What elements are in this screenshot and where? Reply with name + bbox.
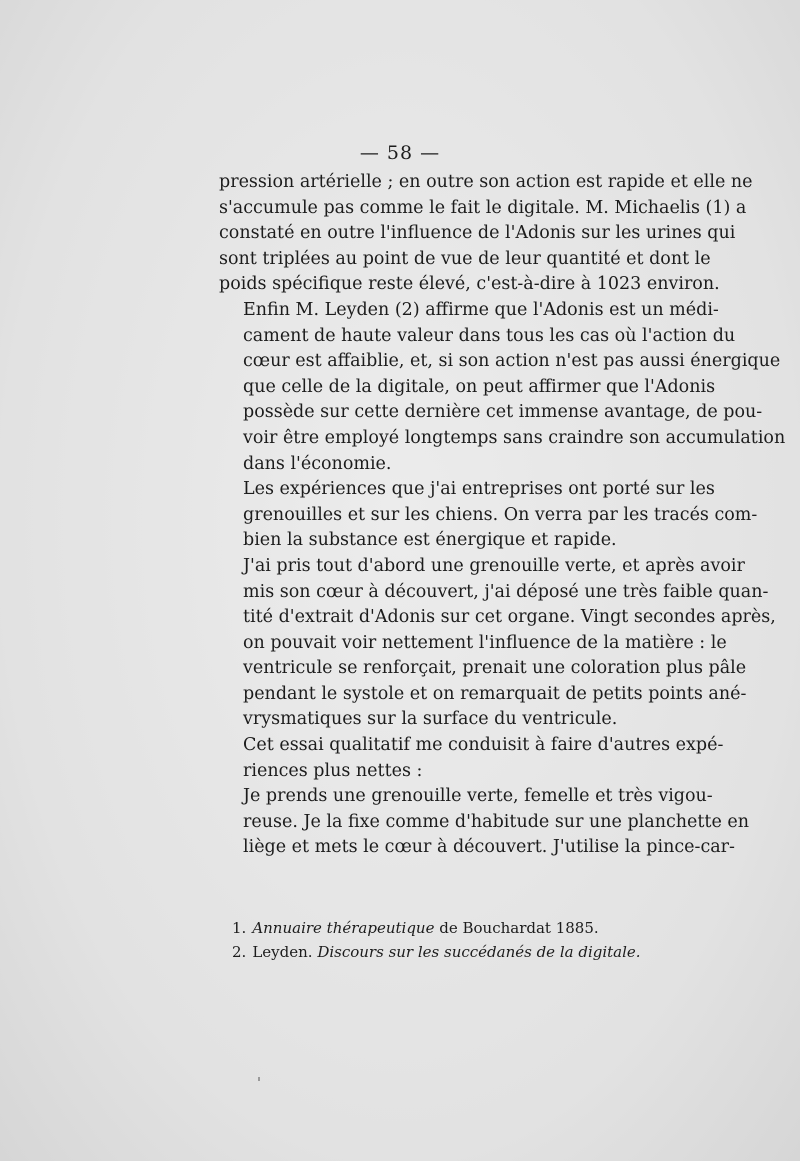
text-line: mis son cœur à découvert, j'ai déposé une très faible quan- [243, 581, 769, 602]
text-line: constaté en outre l'influence de l'Adonis sur les urines qui [219, 223, 736, 244]
text-line: que celle de la digitale, on peut affirmer que l'Adonis [243, 376, 716, 397]
text-line: bien la substance est énergique et rapide. [243, 530, 617, 551]
body-text [219, 170, 786, 861]
text-line: liège et mets le cœur à découvert. J'utilise la pince-car- [243, 837, 735, 858]
footnote-1 [232, 916, 662, 940]
text-line: cament de haute valeur dans tous les cas où l'action du [243, 325, 736, 346]
footnote-2 [232, 940, 662, 964]
paragraph-5 [219, 733, 724, 784]
footnote-title: Discours sur les succédanés de la digitale. [317, 943, 641, 961]
text-line: Je prends une grenouille verte, femelle et très vigou- [243, 786, 713, 807]
footnote-number: 1. [232, 919, 247, 937]
text-line: voir être employé longtemps sans craindre son accumulation [243, 427, 786, 448]
text-line: reuse. Je la fixe comme d'habitude sur une planchette en [243, 811, 750, 832]
text-line: dans l'économie. [243, 453, 392, 474]
text-line: grenouilles et sur les chiens. On verra par les tracés com- [243, 504, 758, 525]
paragraph-6 [219, 784, 750, 861]
text-line: J'ai pris tout d'abord une grenouille verte, et après avoir [243, 555, 745, 576]
footnote-title: Annuaire thérapeutique [252, 919, 435, 937]
text-line: poids spécifique reste élevé, c'est-à-dire à 1023 environ. [219, 274, 720, 295]
paper-speck [258, 1077, 260, 1081]
text-line: tité d'extrait d'Adonis sur cet organe. Vingt secondes après, [243, 607, 776, 628]
text-line: cœur est affaiblie, et, si son action n'est pas aussi énergique [243, 351, 781, 372]
paragraph-3 [219, 477, 758, 554]
footnote-text: de Bouchardat 1885. [434, 919, 599, 937]
text-line: Les expériences que j'ai entreprises ont porté sur les [243, 479, 715, 500]
paragraph-1 [219, 170, 753, 298]
text-line: ventricule se renforçait, prenait une coloration plus pâle [243, 658, 747, 679]
paragraph-2 [219, 298, 786, 477]
text-line: s'accumule pas comme le fait le digitale. M. Michaelis (1) a [219, 197, 747, 218]
footnote-author: Leyden. [252, 943, 318, 961]
paragraph-4 [219, 554, 776, 733]
text-line: Cet essai qualitatif me conduisit à faire d'autres expé- [243, 735, 724, 756]
footnote-number: 2. [232, 943, 247, 961]
text-line: on pouvait voir nettement l'influence de la matière : le [243, 632, 727, 653]
text-line: Enfin M. Leyden (2) affirme que l'Adonis est un médi- [243, 299, 719, 320]
footnotes [232, 916, 662, 964]
text-line: riences plus nettes : [243, 760, 423, 781]
text-line: vrysmatiques sur la surface du ventricule. [243, 709, 618, 730]
text-line: pendant le systole et on remarquait de petits points ané- [243, 683, 747, 704]
text-line: pression artérielle ; en outre son action est rapide et elle ne [219, 172, 753, 192]
page-number: — 58 — [359, 142, 441, 164]
text-line: sont triplées au point de vue de leur quantité et dont le [219, 248, 711, 269]
text-line: possède sur cette dernière cet immense avantage, de pou- [243, 402, 763, 423]
